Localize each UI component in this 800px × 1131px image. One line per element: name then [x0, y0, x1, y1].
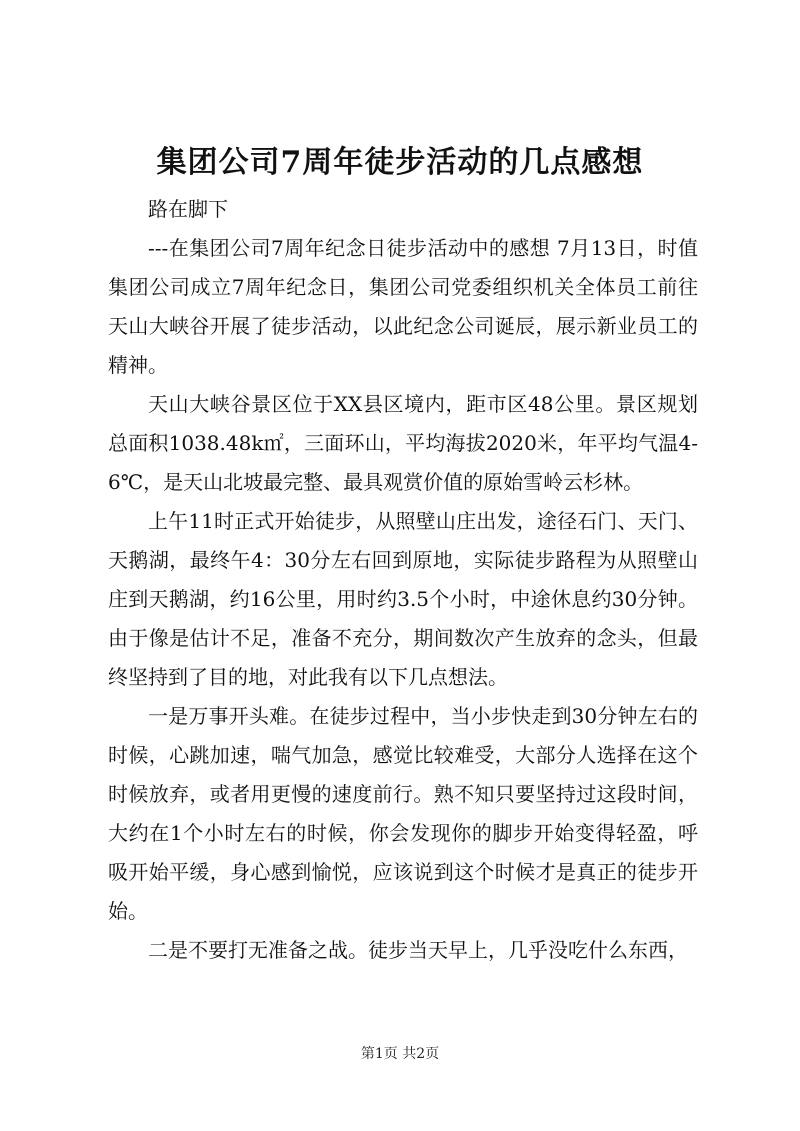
- location-paragraph: 天山大峡谷景区位于XX县区境内，距市区48公里。景区规划总面积1038.48k㎡，三面环山，平均海拔2020米，年平均气温4-6℃，是天山北坡最完整、最具观赏价值的原始雪岭云杉林。: [108, 392, 698, 494]
- subtitle-paragraph: 路在脚下: [148, 197, 228, 221]
- point-one-paragraph: 一是万事开头难。在徒步过程中，当小步快走到30分钟左右的时候，心跳加速，喘气加急，感觉比较难受，大部分人选择在这个时候放弃，或者用更慢的速度前行。熟不知只要坚持过这段时间，大约在1个小时左右的时候，你会发现你的脚步开始变得轻盈，呼吸开始平缓，身心感到愉悦，应该说到这个时候才是真正的徒步开始。: [108, 704, 698, 923]
- intro-paragraph: ---在集团公司7周年纪念日徒步活动中的感想 7月13日，时值集团公司成立7周年纪念日，集团公司党委组织机关全体员工前往天山大峡谷开展了徒步活动，以此纪念公司诞辰，展示新业员工的精神。: [108, 236, 698, 377]
- page-number-footer: 第1页 共2页: [360, 1046, 440, 1062]
- document-body: [108, 190, 698, 970]
- point-two-paragraph: 二是不要打无准备之战。徒步当天早上，几乎没吃什么东西，: [148, 938, 688, 962]
- route-paragraph: 上午11时正式开始徒步，从照壁山庄出发，途径石门、天门、天鹅湖，最终午4：30分左右回到原地，实际徒步路程为从照壁山庄到天鹅湖，约16公里，用时约3.5个小时，中途休息约30分钟。由于像是估计不足，准备不充分，期间数次产生放弃的念头，但最终坚持到了目的地，对此我有以下几点想法。: [108, 509, 698, 689]
- document-title: 集团公司7周年徒步活动的几点感想: [156, 145, 644, 180]
